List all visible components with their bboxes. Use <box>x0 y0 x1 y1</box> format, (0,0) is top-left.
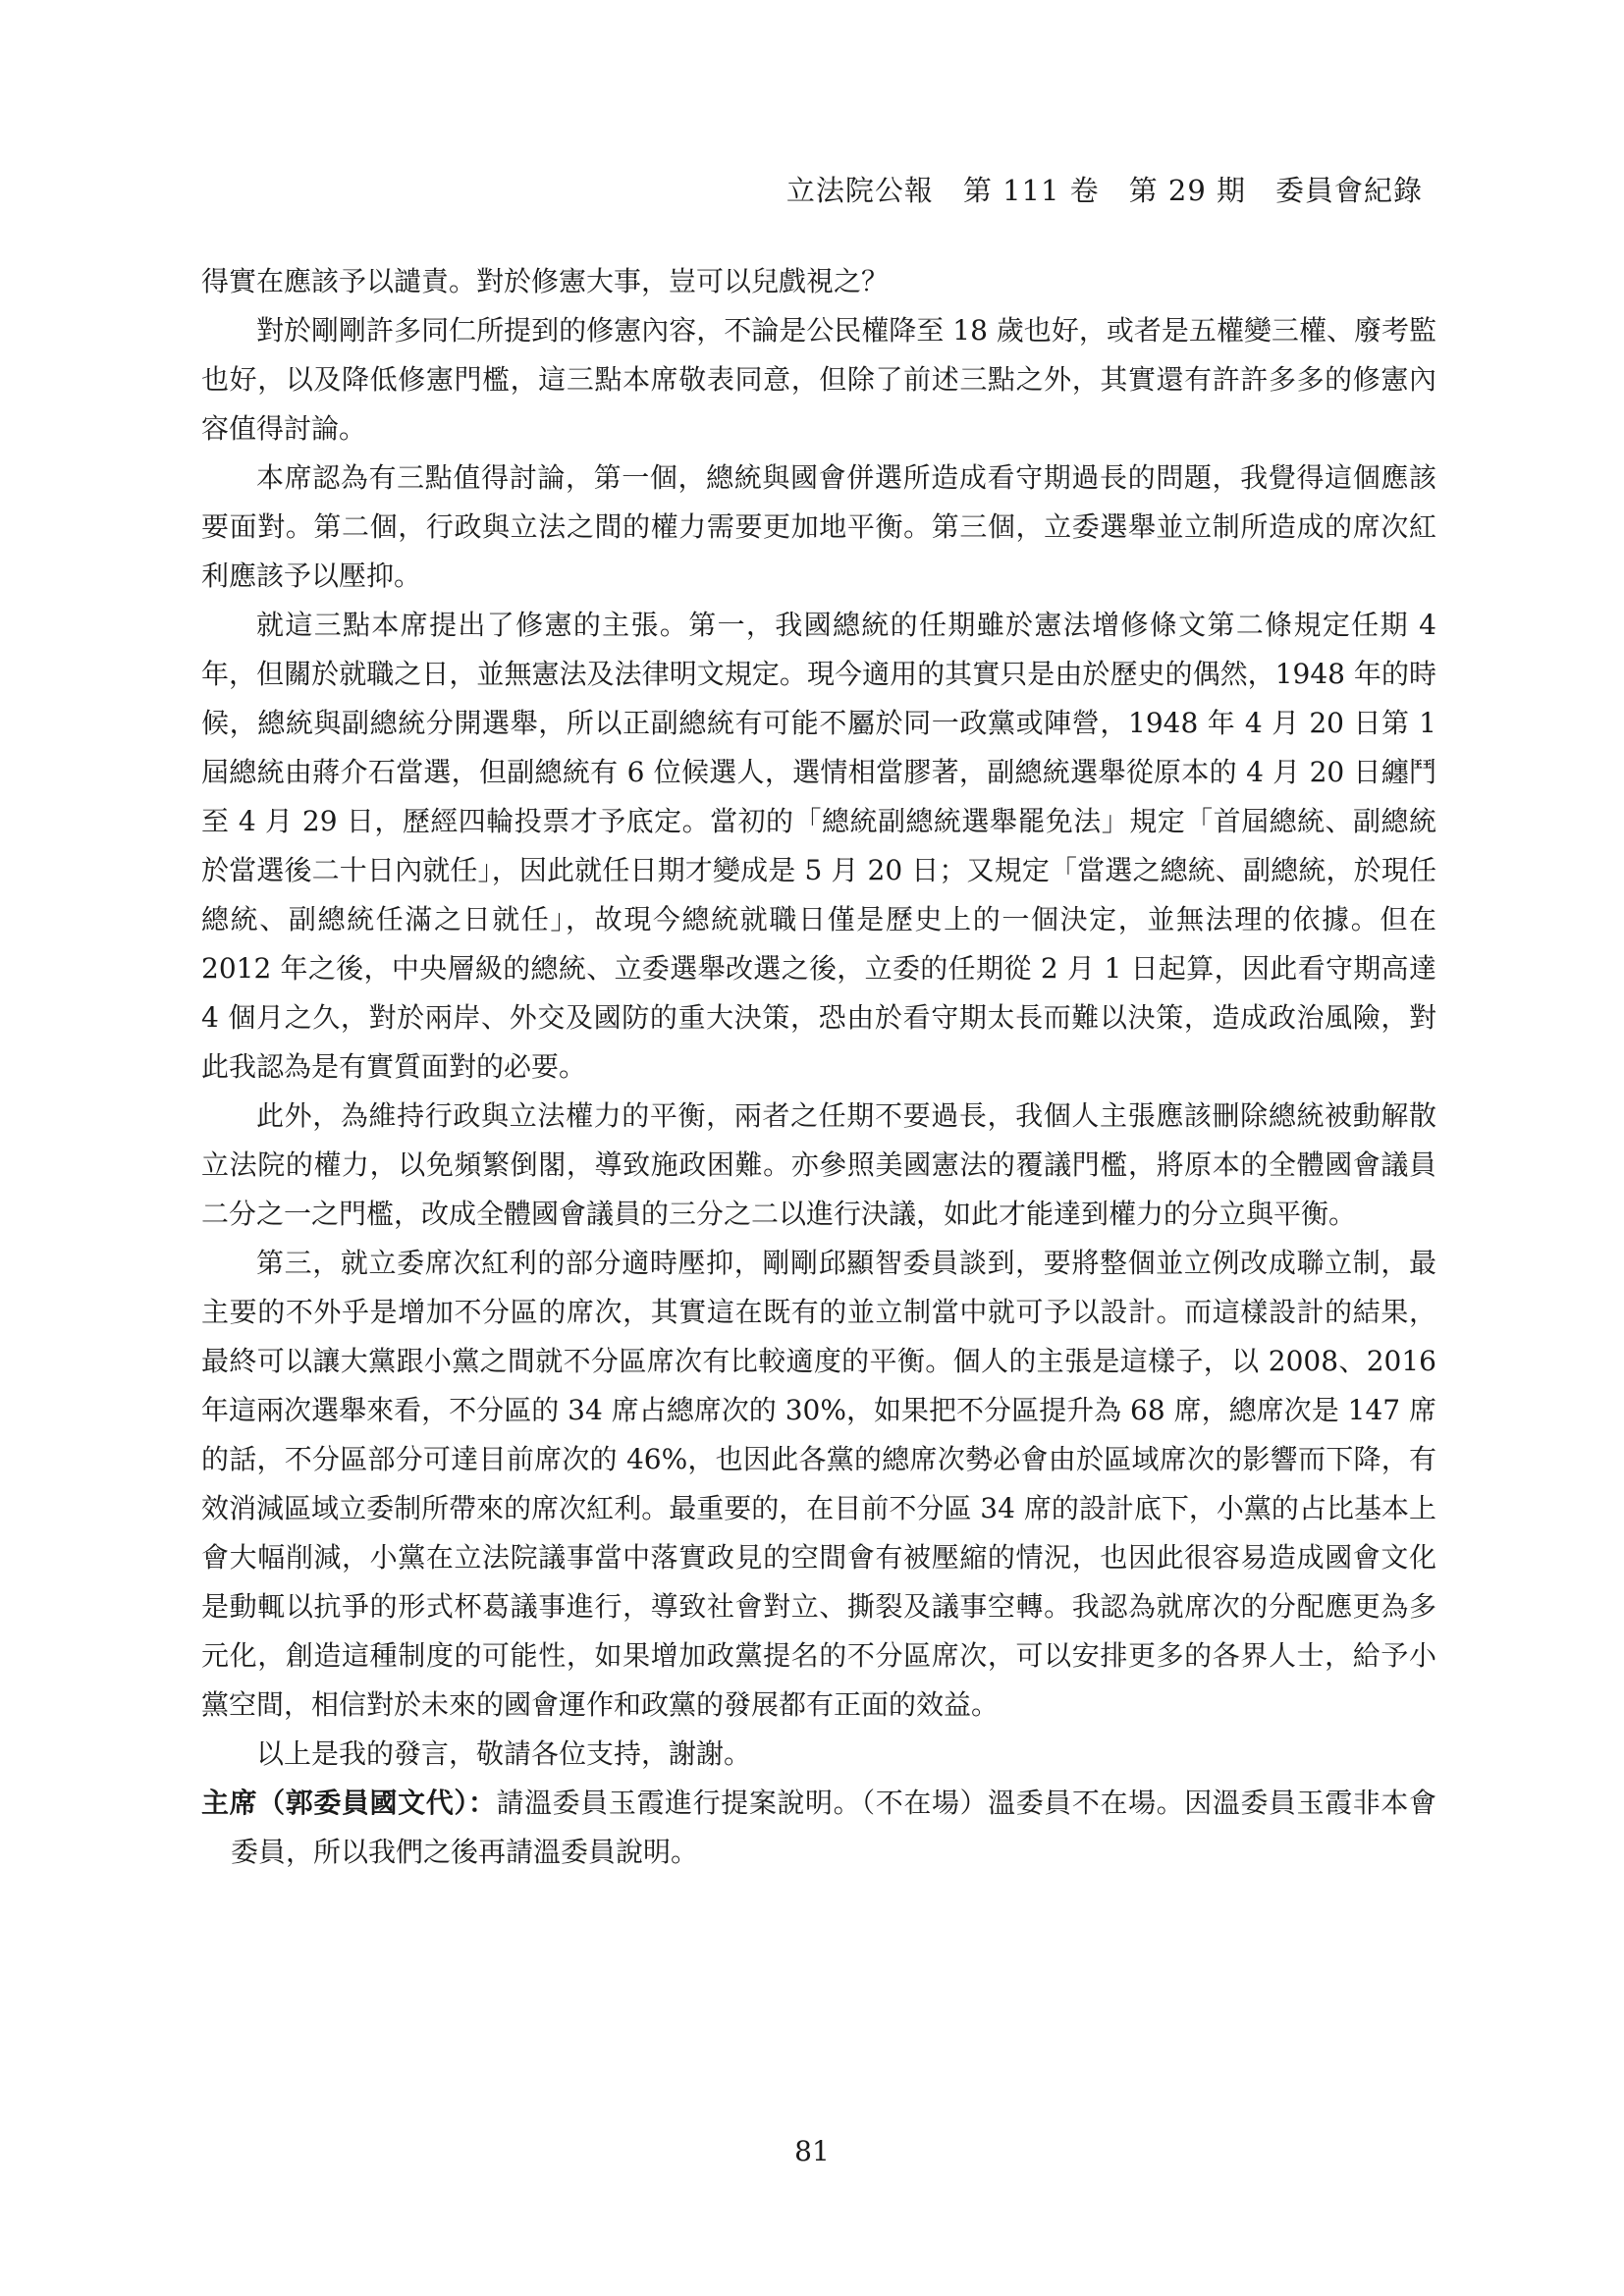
paragraph-5: 此外，為維持行政與立法權力的平衡，兩者之任期不要過長，我個人主張應該刪除總統被動解散立法院的權力，以免頻繁倒閣，導致施政困難。亦參照美國憲法的覆議門檻，將原本的全體國會議員二分之一之門檻，改成全體國會議員的三分之二以進行決議，如此才能達到權力的分立與平衡。 <box>201 1099 1436 1230</box>
paragraph-4: 就這三點本席提出了修憲的主張。第一，我國總統的任期雖於憲法增修條文第二條規定任期 4 年，但關於就職之日，並無憲法及法律明文規定。現今適用的其實只是由於歷史的偶然，1948 年的時候，總統與副總統分開選舉，所以正副總統有可能不屬於同一政黨或陣營，1948 年 4 月 20 日第 1 屆總統由蔣介石當選，但副總統有 6 位候選人，選情相當膠著，副總統選舉從原本的 4 月 20 日纏鬥至 4 月 29 日，歷經四輪投票才予底定。當初的「總統副總統選舉罷免法」規定「首屆總統、副總統於當選後二十日內就任」，因此就任日期才變成是 5 月 20 日；又規定「當選之總統、副總統，於現任總統、副總統任滿之日就任」，故現今總統就職日僅是歷史上的一個決定，並無法理的依據。但在 2012 年之後，中央層級的總統、立委選舉改選之後，立委的任期從 2 月 1 日起算，因此看守期高達 4 個月之久，對於兩岸、外交及國防的重大決策，恐由於看守期太長而難以決策，造成政治風險，對此我認為是有實質面對的必要。 <box>201 609 1436 1083</box>
paragraph-7: 以上是我的發言，敬請各位支持，謝謝。 <box>256 1737 752 1770</box>
publication-header: 立法院公報 第 111 卷 第 29 期 委員會紀錄 <box>785 174 1423 207</box>
chair-speech <box>201 1779 1436 1877</box>
chair-speech-text: 請溫委員玉霞進行提案說明。（不在場）溫委員不在場。因溫委員玉霞非本會委員，所以我們之後再請溫委員說明。 <box>231 1787 1436 1868</box>
paragraph-2: 對於剛剛許多同仁所提到的修憲內容，不論是公民權降至 18 歲也好，或者是五權變三權、廢考監也好，以及降低修憲門檻，這三點本席敬表同意，但除了前述三點之外，其實還有許許多多的修憲內容值得討論。 <box>201 314 1436 445</box>
document-body <box>201 257 1436 1877</box>
paragraph-6: 第三，就立委席次紅利的部分適時壓抑，剛剛邱顯智委員談到，要將整個並立例改成聯立制，最主要的不外乎是增加不分區的席次，其實這在既有的並立制當中就可予以設計。而這樣設計的結果，最終可以讓大黨跟小黨之間就不分區席次有比較適度的平衡。個人的主張是這樣子，以 2008、2016 年這兩次選舉來看，不分區的 34 席占總席次的 30%，如果把不分區提升為 68 席，總席次是 147 席的話，不分區部分可達目前席次的 46%，也因此各黨的總席次勢必會由於區域席次的影響而下降，有效消減區域立委制所帶來的席次紅利。最重要的，在目前不分區 34 席的設計底下，小黨的占比基本上會大幅削減，小黨在立法院議事當中落實政見的空間會有被壓縮的情況，也因此很容易造成國會文化是動輒以抗爭的形式杯葛議事進行，導致社會對立、撕裂及議事空轉。我認為就席次的分配應更為多元化，創造這種制度的可能性，如果增加政黨提名的不分區席次，可以安排更多的各界人士，給予小黨空間，相信對於未來的國會運作和政黨的發展都有正面的效益。 <box>201 1247 1436 1721</box>
page-number: 81 <box>794 2135 830 2167</box>
paragraph-1: 得實在應該予以譴責。對於修憲大事，豈可以兒戲視之？ <box>201 265 890 297</box>
paragraph-3: 本席認為有三點值得討論，第一個，總統與國會併選所造成看守期過長的問題，我覺得這個應該要面對。第二個，行政與立法之間的權力需要更加地平衡。第三個，立委選舉並立制所造成的席次紅利應該予以壓抑。 <box>201 461 1436 592</box>
speaker-label: 主席（郭委員國文代）： <box>201 1787 497 1819</box>
